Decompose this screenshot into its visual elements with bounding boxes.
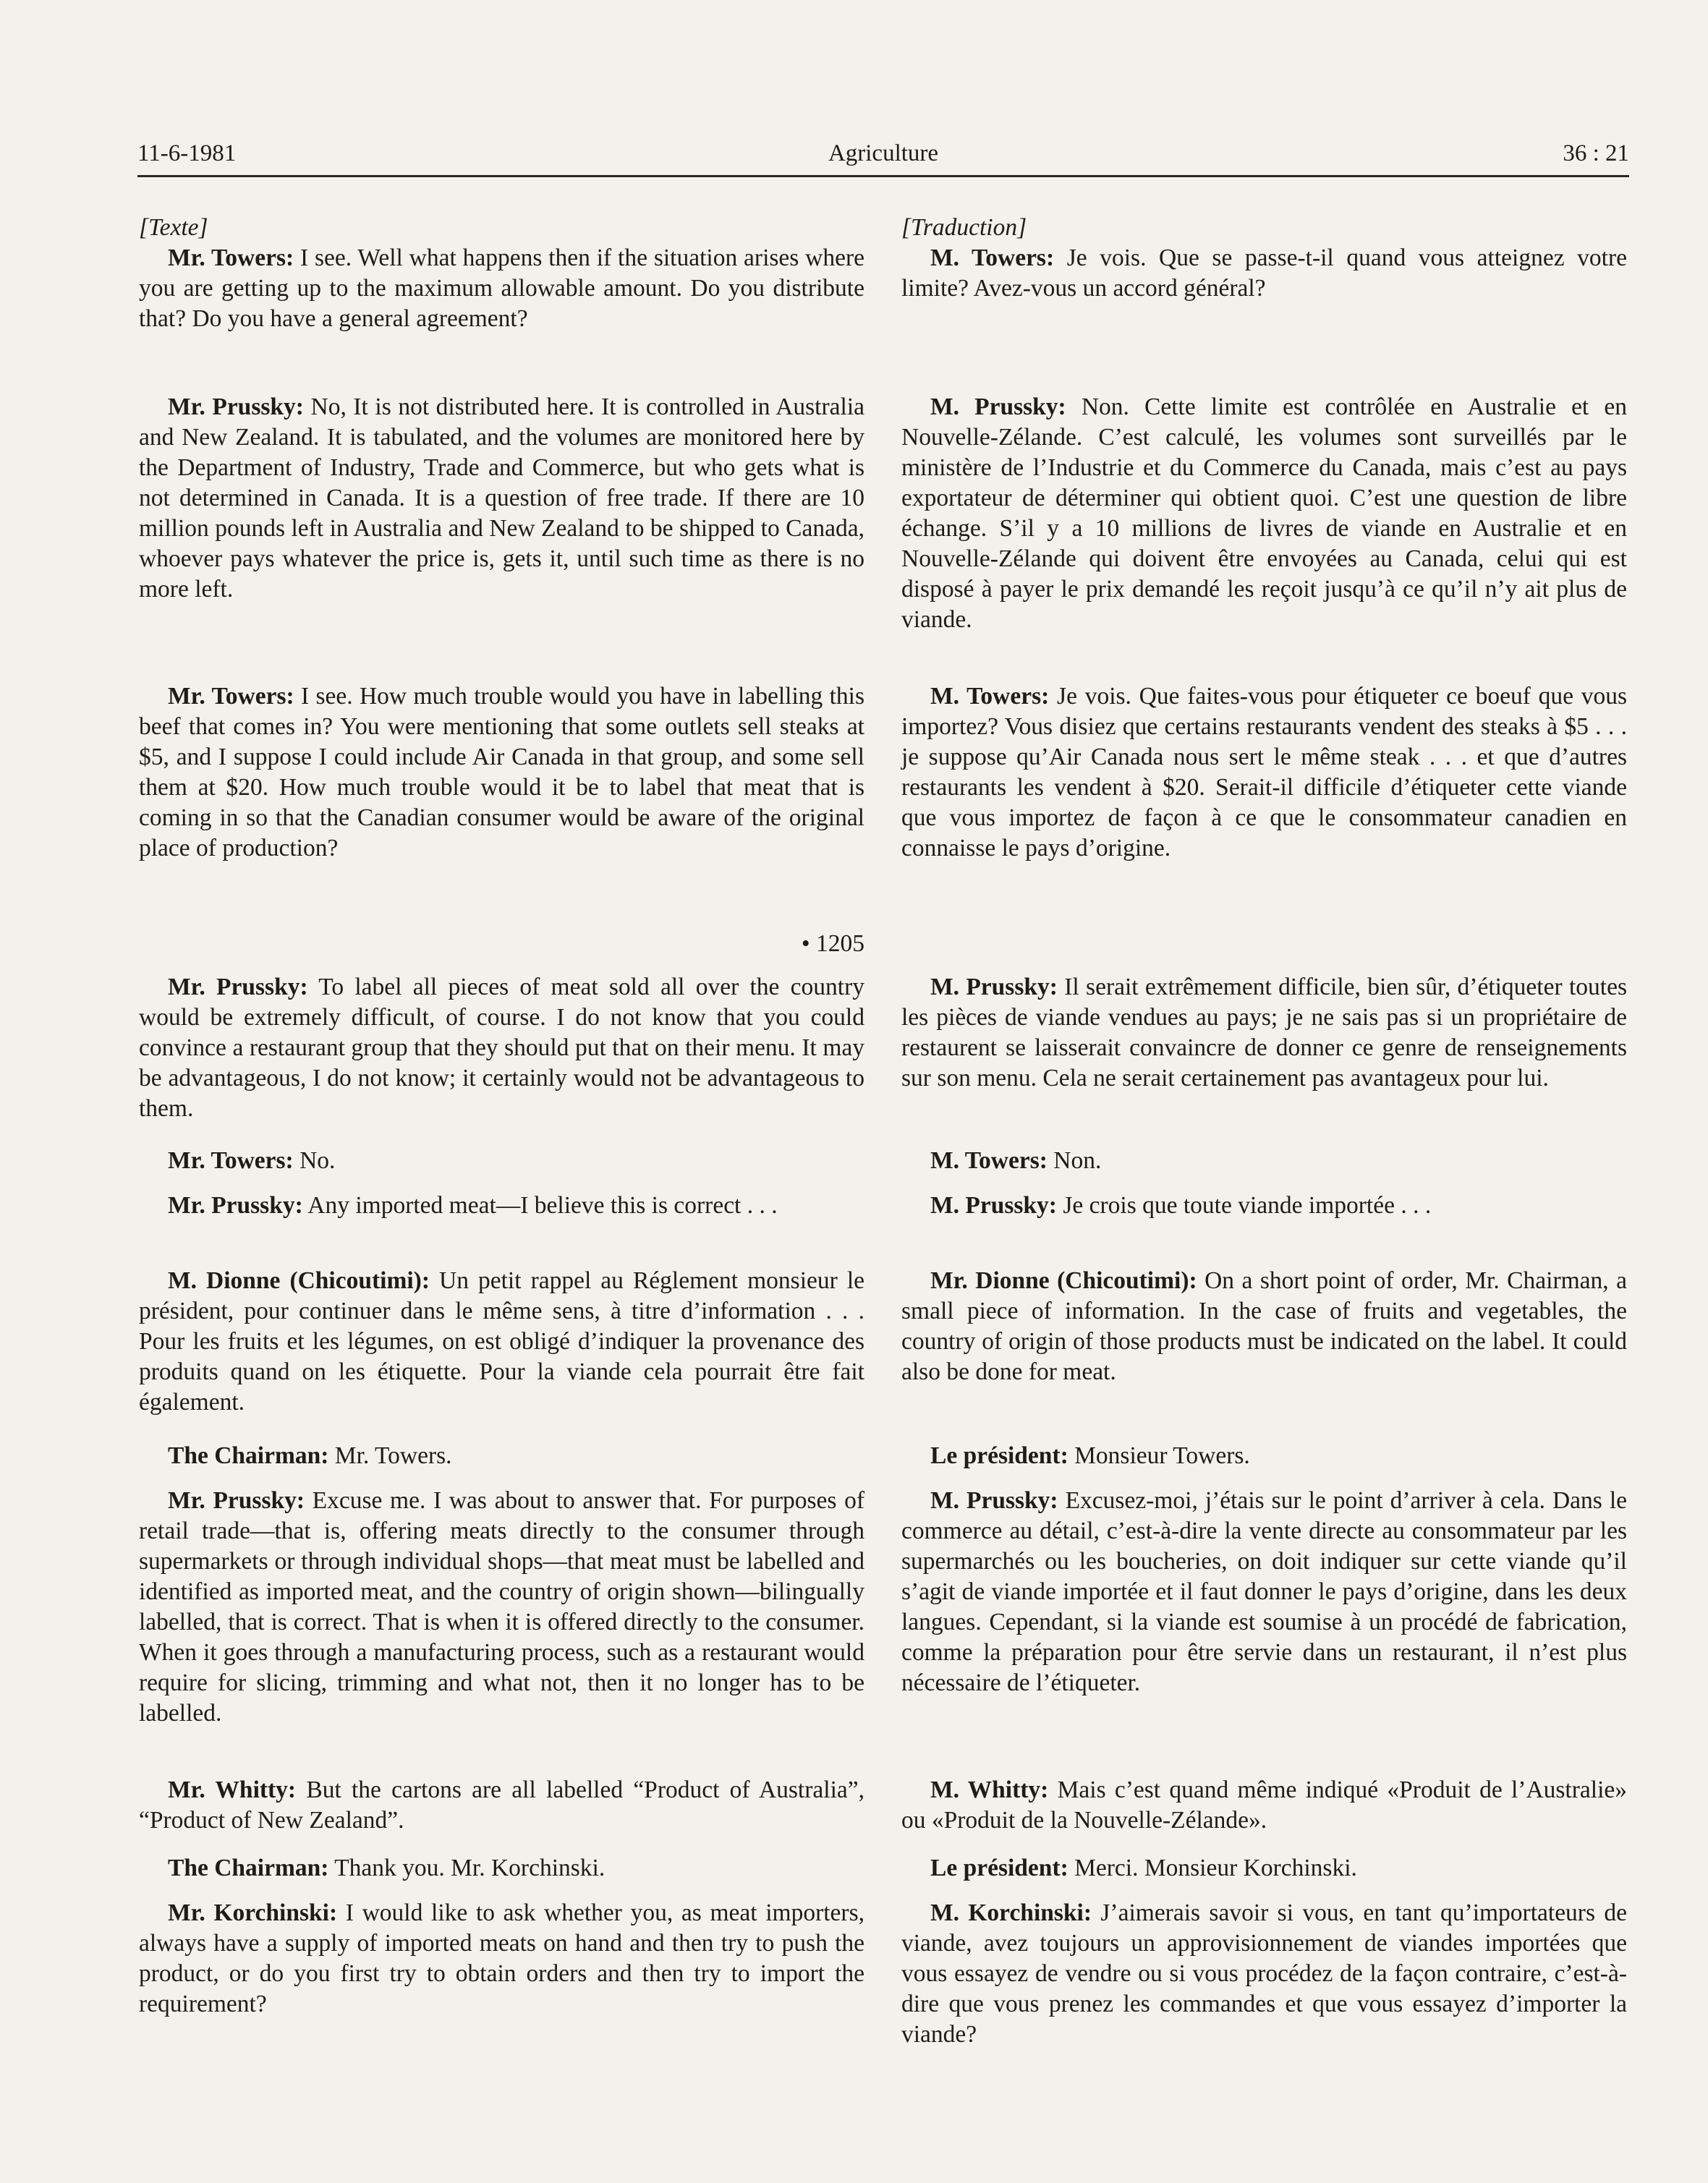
transcript-paragraph (901, 1191, 1627, 1221)
speech-text: But the cartons are all labelled “Product of Australia”, “Product of New Zealand”. (139, 1776, 864, 1834)
transcript-paragraph (901, 392, 1627, 635)
speaker-name: Mr. Towers: (168, 1147, 294, 1174)
time-marker-label: • 1205 (801, 930, 864, 957)
transcript-paragraph (139, 972, 864, 1124)
paragraph-text (901, 1486, 1627, 1698)
speaker-name: Mr. Towers: (168, 244, 294, 271)
speaker-name: Mr. Prussky: (168, 393, 304, 420)
paragraph-text (901, 1191, 1627, 1221)
speech-text: No. (293, 1147, 336, 1174)
transcript-paragraph (139, 1775, 864, 1836)
speech-text: Je vois. Que se passe-t-il quand vous atteignez votre limite? Avez-vous un accord général? (901, 244, 1627, 302)
speech-text: Je vois. Que faites-vous pour étiqueter ce boeuf que vous importez? Vous disiez que certains restaurants vendent des steaks à $5 . . . je suppose qu’Air Canada nous sert le même steak . . . et que d’autres restaurants les vendent à $20. Serait-il difficile d’étiqueter cette viande que vous importez de façon à ce que le consommateur canadien en connaisse le pays d’origine. (901, 683, 1628, 861)
page-header (137, 137, 1629, 177)
transcript-paragraph (139, 1441, 864, 1471)
transcript-paragraph (139, 1191, 864, 1221)
speaker-name: M. Prussky: (930, 974, 1058, 1000)
speaker-name: Mr. Towers: (168, 683, 294, 710)
paragraph-text (139, 1775, 864, 1836)
speaker-name: Mr. Prussky: (168, 1487, 305, 1514)
paragraph-text (901, 1898, 1627, 2050)
paragraph-text (139, 1441, 864, 1471)
speech-text: Non. Cette limite est contrôlée en Australie et en Nouvelle-Zélande. C’est calculé, les volumes sont surveillés par le ministère de l’Industrie et du Commerce du Canada, mais c’est au pays exportateur de déterminer qui obtient quoi. C’est une question de libre échange. S’il y a 10 millions de livres de viande en Australie et en Nouvelle-Zélande qui doivent être envoyées au Canada, celui qui est disposé à payer le prix demandé les reçoit jusqu’à ce qu’il n’y ait plus de viande. (901, 393, 1627, 633)
transcript-paragraph (901, 972, 1627, 1094)
transcript-paragraph (139, 392, 864, 605)
speech-text: On a short point of order, Mr. Chairman, a small piece of information. In the case of fruits and vegetables, the country of origin of those products must be indicated on the label. It could also be done for meat. (901, 1267, 1627, 1385)
speech-text: Any imported meat—I believe this is correct . . . (302, 1192, 778, 1219)
speaker-name: M. Prussky: (930, 393, 1066, 420)
transcript-paragraph (901, 1266, 1627, 1387)
transcript-paragraph (139, 1486, 864, 1729)
speech-text: Mr. Towers. (328, 1442, 452, 1469)
speech-text: Monsieur Towers. (1068, 1442, 1250, 1469)
paragraph-text (901, 392, 1627, 635)
paragraph-text (139, 1146, 864, 1176)
paragraph-text (139, 1853, 864, 1884)
transcript-paragraph (901, 1775, 1627, 1836)
paragraph-text (139, 972, 864, 1124)
speech-text: Excuse me. I was about to answer that. For purposes of retail trade—that is, offering meats directly to the consumer through supermarkets or through individual shops—that meat must be labelled and identified as imported meat, and the country of origin shown—bilingually labelled, that is correct. That is when it is offered directly to the consumer. When it goes through a manufacturing process, such as a restaurant would require for slicing, trimming and what not, then it no longer has to be labelled. (139, 1487, 864, 1727)
speaker-name: M. Towers: (930, 683, 1050, 710)
speech-text: Thank you. Mr. Korchinski. (328, 1855, 606, 1881)
speaker-name: Mr. Whitty: (168, 1776, 297, 1803)
section-marker-label: [Texte] (139, 214, 208, 241)
transcript-paragraph (901, 243, 1627, 304)
speaker-name: The Chairman: (168, 1855, 329, 1881)
speech-text: I would like to ask whether you, as meat importers, always have a supply of imported meats on hand and then try to push the product, or do you first try to obtain orders and then try to import the requirement? (139, 1899, 864, 2017)
speech-text: J’aimerais savoir si vous, en tant qu’importateurs de viande, avez toujours un approvisionnement de viandes importées que vous essayez de vendre ou si vous procédez de la façon contraire, c’est-à-dire que vous prenez les commandes et que vous essayez d’importer la viande? (901, 1899, 1627, 2048)
speech-text: Un petit rappel au Réglement monsieur le président, pour continuer dans le même sens, à titre d’information . . . Pour les fruits et les légumes, on est obligé d’indiquer la provenance des produits quand on les étiquette. Pour la viande cela pourrait être fait également. (139, 1267, 865, 1416)
paragraph-text (139, 1898, 864, 2020)
speech-text: Je crois que toute viande importée . . . (1056, 1192, 1432, 1219)
speaker-name: M. Korchinski: (930, 1899, 1092, 1926)
header-title: Agriculture (828, 140, 939, 166)
speech-text: Merci. Monsieur Korchinski. (1068, 1855, 1357, 1881)
speech-text: I see. How much trouble would you have in labelling this beef that comes in? You were mentioning that some outlets sell steaks at $5, and I suppose I could include Air Canada in that group, and some sell them at $20. How much trouble would it be to label that meat that is coming in so that the Canadian consumer would be aware of the original place of production? (139, 683, 865, 861)
speech-text: Il serait extrêmement difficile, bien sûr, d’étiqueter toutes les pièces de viande vendues au pays; je ne sais pas si un propriétaire de restaurent se laisserait convaincre de donner ce genre de renseignements sur son menu. Cela ne serait certainement pas avantageux pour lui. (901, 974, 1627, 1092)
paragraph-text (901, 243, 1627, 304)
speech-text: Non. (1047, 1147, 1102, 1174)
paragraph-text (901, 1146, 1627, 1176)
header-page-number: 36 : 21 (1563, 140, 1629, 166)
speech-text: No, It is not distributed here. It is controlled in Australia and New Zealand. It is tabulated, and the volumes are monitored here by the Department of Industry, Trade and Commerce, but who gets what is not determined in Canada. It is a question of free trade. If there are 10 million pounds left in Australia and New Zealand to be shipped to Canada, whoever pays whatever the price is, gets it, until such time as there is no more left. (139, 393, 864, 603)
transcript-paragraph (901, 1441, 1627, 1471)
paragraph-text (901, 1266, 1627, 1387)
speaker-name: Le président: (930, 1442, 1068, 1469)
transcript-paragraph (901, 1486, 1627, 1698)
transcript-paragraph (139, 1266, 864, 1418)
transcript-paragraph (901, 1146, 1627, 1176)
speaker-name: Mr. Korchinski: (168, 1899, 338, 1926)
speaker-name: M. Towers: (930, 244, 1055, 271)
speech-text: Mais c’est quand même indiqué «Produit de l’Australie» ou «Produit de la Nouvelle-Zélande». (901, 1776, 1627, 1834)
speaker-name: M. Prussky: (930, 1192, 1057, 1219)
section-marker-texte (139, 213, 864, 247)
paragraph-text (901, 1441, 1627, 1471)
paragraph-text (139, 1191, 864, 1221)
speaker-name: Mr. Prussky: (168, 974, 308, 1000)
transcript-paragraph (901, 1898, 1627, 2050)
speaker-name: M. Prussky: (930, 1487, 1058, 1514)
speaker-name: M. Towers: (930, 1147, 1048, 1174)
transcript-paragraph (139, 1898, 864, 2020)
header-date: 11-6-1981 (137, 140, 237, 166)
speech-text: Excusez-moi, j’étais sur le point d’arriver à cela. Dans le commerce au détail, c’est-à-dire la vente directe au consommateur par les supermarchés ou les boucheries, on doit indiquer sur cette viande qu’il s’agit de viande importée et il faut donner le pays d’origine, dans les deux langues. Cependant, si la viande est soumise à un procédé de fabrication, comme la préparation pour être servie dans un restaurant, il n’est plus nécessaire de l’étiqueter. (901, 1487, 1627, 1696)
speech-text: To label all pieces of meat sold all over the country would be extremely difficult, of course. I do not know that you could convince a restaurant group that they should put that on their menu. It may be advantageous, I do not know; it certainly would not be advantageous to them. (139, 974, 864, 1122)
paragraph-text (139, 1266, 864, 1418)
transcript-paragraph (139, 1853, 864, 1884)
paragraph-text (901, 1775, 1627, 1836)
transcript-paragraph (139, 1146, 864, 1176)
speaker-name: M. Dionne (Chicoutimi): (168, 1267, 430, 1294)
paragraph-text (139, 1486, 864, 1729)
transcript-paragraph (901, 1853, 1627, 1884)
paragraph-text (139, 243, 864, 334)
paragraph-text (901, 972, 1627, 1094)
transcript-paragraph (139, 681, 864, 864)
paragraph-text (139, 392, 864, 605)
speaker-name: The Chairman: (168, 1442, 329, 1469)
speaker-name: Mr. Prussky: (168, 1192, 303, 1219)
paragraph-text (901, 681, 1627, 864)
section-marker-label: [Traduction] (901, 214, 1027, 241)
speaker-name: Mr. Dionne (Chicoutimi): (930, 1267, 1197, 1294)
paragraph-text (139, 681, 864, 864)
speaker-name: Le président: (930, 1855, 1068, 1881)
speech-text: I see. Well what happens then if the situation arises where you are getting up to the maximum allowable amount. Do you distribute that? Do you have a general agreement? (139, 244, 864, 332)
section-marker-traduction (901, 213, 1627, 247)
transcript-paragraph (901, 681, 1627, 864)
transcript-paragraph (139, 243, 864, 334)
time-marker (139, 929, 864, 959)
speaker-name: M. Whitty: (930, 1776, 1049, 1803)
paragraph-text (901, 1853, 1627, 1884)
